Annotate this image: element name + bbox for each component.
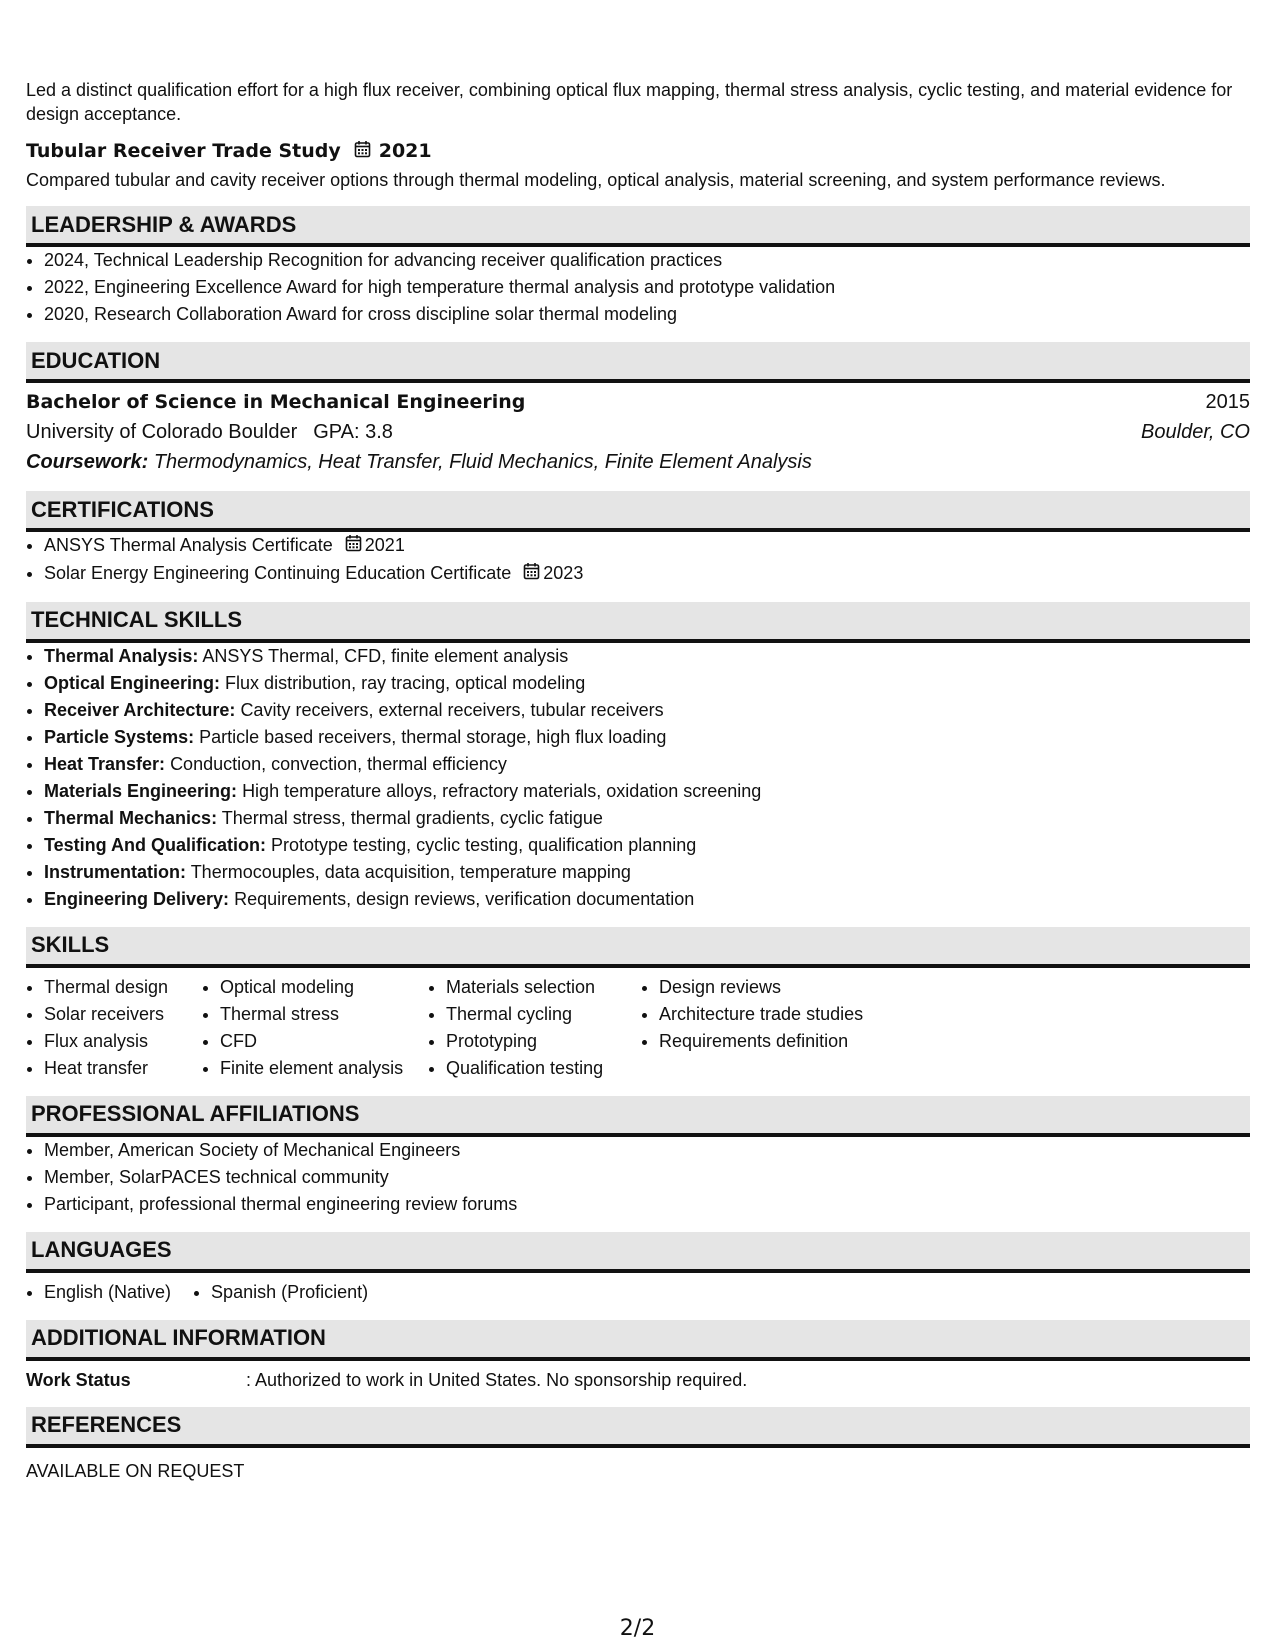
skill-label: Engineering Delivery: bbox=[44, 888, 230, 909]
page-number: 2/2 bbox=[619, 1616, 656, 1641]
list-item bbox=[44, 751, 1250, 778]
experience-summary: Led a distinct qualification effort for a high flux receiver, combining optical flux mapping, thermal stress analysis, cyclic testing, and material evidence for design acceptance. bbox=[26, 80, 1233, 124]
skill-value: Conduction, convection, thermal efficiency bbox=[170, 753, 507, 774]
skill-value: Cavity receivers, external receivers, tubular receivers bbox=[240, 699, 664, 720]
skill-value: High temperature alloys, refractory materials, oxidation screening bbox=[242, 780, 762, 801]
calendar-icon bbox=[354, 140, 371, 163]
certification-name: Solar Energy Engineering Continuing Education Certificate bbox=[44, 562, 512, 583]
list-item: • CFD bbox=[220, 1028, 428, 1055]
list-item: • Architecture trade studies bbox=[659, 1001, 959, 1028]
skills-column bbox=[641, 974, 959, 1082]
graduation-year: 2015 bbox=[1205, 391, 1250, 413]
project-year: 2021 bbox=[378, 140, 432, 162]
certification-year: 2023 bbox=[543, 562, 584, 583]
certification-name: ANSYS Thermal Analysis Certificate bbox=[44, 535, 333, 555]
school-name: University of Colorado Boulder bbox=[26, 421, 298, 443]
skill-value: Flux distribution, ray tracing, optical modeling bbox=[225, 672, 586, 693]
list-item: • English (Native) bbox=[44, 1279, 171, 1306]
leadership-list bbox=[26, 247, 1250, 328]
work-status-row bbox=[26, 1367, 1250, 1393]
list-item bbox=[44, 560, 1250, 588]
education-degree-row bbox=[26, 387, 1250, 417]
skills-column bbox=[26, 974, 202, 1082]
section-heading-skills: SKILLS bbox=[26, 927, 1250, 968]
list-item: • 2022, Engineering Excellence Award for high temperature thermal analysis and prototype validation bbox=[44, 274, 1250, 301]
list-item bbox=[44, 859, 1250, 886]
skill-value: Thermocouples, data acquisition, temperature mapping bbox=[190, 861, 631, 882]
list-item: • Optical modeling bbox=[220, 974, 428, 1001]
list-item bbox=[44, 886, 1250, 913]
technical-skills-list bbox=[26, 643, 1250, 913]
list-item: • Member, American Society of Mechanical Engineers bbox=[44, 1137, 1250, 1164]
skill-label: Particle Systems: bbox=[44, 726, 195, 747]
list-item: • Heat transfer bbox=[44, 1055, 202, 1082]
list-item bbox=[44, 532, 1250, 560]
section-heading-languages: LANGUAGES bbox=[26, 1232, 1250, 1273]
references-text: AVAILABLE ON REQUEST bbox=[26, 1460, 245, 1481]
skill-value: ANSYS Thermal, CFD, finite element analysis bbox=[202, 645, 569, 666]
list-item: • Solar receivers bbox=[44, 1001, 202, 1028]
list-item bbox=[44, 643, 1250, 670]
school-line bbox=[26, 417, 393, 447]
list-item: • Materials selection bbox=[446, 974, 641, 1001]
coursework-list: Thermodynamics, Heat Transfer, Fluid Mechanics, Finite Element Analysis bbox=[153, 451, 812, 473]
list-item: • Requirements definition bbox=[659, 1028, 959, 1055]
coursework-label: Coursework: bbox=[26, 451, 149, 473]
project-heading bbox=[26, 138, 1250, 164]
skill-label: Thermal Mechanics: bbox=[44, 807, 218, 828]
skill-value: Thermal stress, thermal gradients, cyclic fatigue bbox=[221, 807, 603, 828]
list-item: • Thermal cycling bbox=[446, 1001, 641, 1028]
section-heading-certifications: CERTIFICATIONS bbox=[26, 491, 1250, 532]
list-item bbox=[44, 697, 1250, 724]
skills-column bbox=[202, 974, 428, 1082]
coursework bbox=[26, 447, 1250, 477]
degree-title: Bachelor of Science in Mechanical Engineering bbox=[26, 391, 526, 413]
section-heading-technical-skills: TECHNICAL SKILLS bbox=[26, 602, 1250, 643]
skill-value: Prototype testing, cyclic testing, qualification planning bbox=[271, 834, 697, 855]
certifications-list bbox=[26, 532, 1250, 588]
list-item bbox=[44, 724, 1250, 751]
list-item: • 2020, Research Collaboration Award for cross discipline solar thermal modeling bbox=[44, 301, 1250, 328]
list-item: • 2024, Technical Leadership Recognition for advancing receiver qualification practices bbox=[44, 247, 1250, 274]
section-heading-affiliations: PROFESSIONAL AFFILIATIONS bbox=[26, 1096, 1250, 1137]
skill-label: Thermal Analysis: bbox=[44, 645, 199, 666]
work-status-value: : Authorized to work in United States. No sponsorship required. bbox=[246, 1369, 748, 1390]
list-item bbox=[44, 670, 1250, 697]
section-heading-additional-information: ADDITIONAL INFORMATION bbox=[26, 1320, 1250, 1361]
list-item bbox=[44, 805, 1250, 832]
list-item: • Member, SolarPACES technical community bbox=[44, 1164, 1250, 1191]
skills-column bbox=[428, 974, 641, 1082]
section-heading-leadership: LEADERSHIP & AWARDS bbox=[26, 206, 1250, 247]
education-school-row bbox=[26, 417, 1250, 447]
list-item: • Flux analysis bbox=[44, 1028, 202, 1055]
languages-list bbox=[26, 1279, 1250, 1306]
skill-label: Optical Engineering: bbox=[44, 672, 221, 693]
skill-value: Particle based receivers, thermal storage, high flux loading bbox=[199, 726, 667, 747]
list-item: • Thermal design bbox=[44, 974, 202, 1001]
work-status-label: Work Status bbox=[26, 1369, 131, 1390]
list-item: • Finite element analysis bbox=[220, 1055, 428, 1082]
calendar-icon bbox=[345, 533, 362, 560]
project-description: Compared tubular and cavity receiver options through thermal modeling, optical analysis, material screening, and system performance reviews. bbox=[26, 170, 1166, 190]
skill-label: Receiver Architecture: bbox=[44, 699, 236, 720]
list-item: • Spanish (Proficient) bbox=[211, 1279, 368, 1306]
list-item: • Prototyping bbox=[446, 1028, 641, 1055]
skills-columns bbox=[26, 974, 1250, 1082]
skill-value: Requirements, design reviews, verification documentation bbox=[234, 888, 695, 909]
list-item: • Design reviews bbox=[659, 974, 959, 1001]
school-location: Boulder, CO bbox=[1141, 421, 1250, 443]
skill-label: Heat Transfer: bbox=[44, 753, 166, 774]
language-entry bbox=[26, 1279, 171, 1306]
skill-label: Materials Engineering: bbox=[44, 780, 238, 801]
certification-year: 2021 bbox=[364, 535, 405, 555]
list-item: • Thermal stress bbox=[220, 1001, 428, 1028]
list-item bbox=[44, 832, 1250, 859]
language-entry bbox=[193, 1279, 368, 1306]
project-title: Tubular Receiver Trade Study bbox=[26, 140, 341, 162]
section-heading-education: EDUCATION bbox=[26, 342, 1250, 383]
skill-label: Testing And Qualification: bbox=[44, 834, 266, 855]
resume-content bbox=[26, 78, 1250, 1484]
list-item bbox=[44, 778, 1250, 805]
skill-label: Instrumentation: bbox=[44, 861, 186, 882]
calendar-icon bbox=[523, 561, 540, 588]
gpa: GPA: 3.8 bbox=[313, 421, 393, 443]
affiliations-list bbox=[26, 1137, 1250, 1218]
list-item: • Qualification testing bbox=[446, 1055, 641, 1082]
section-heading-references: REFERENCES bbox=[26, 1407, 1250, 1448]
list-item: • Participant, professional thermal engineering review forums bbox=[44, 1191, 1250, 1218]
